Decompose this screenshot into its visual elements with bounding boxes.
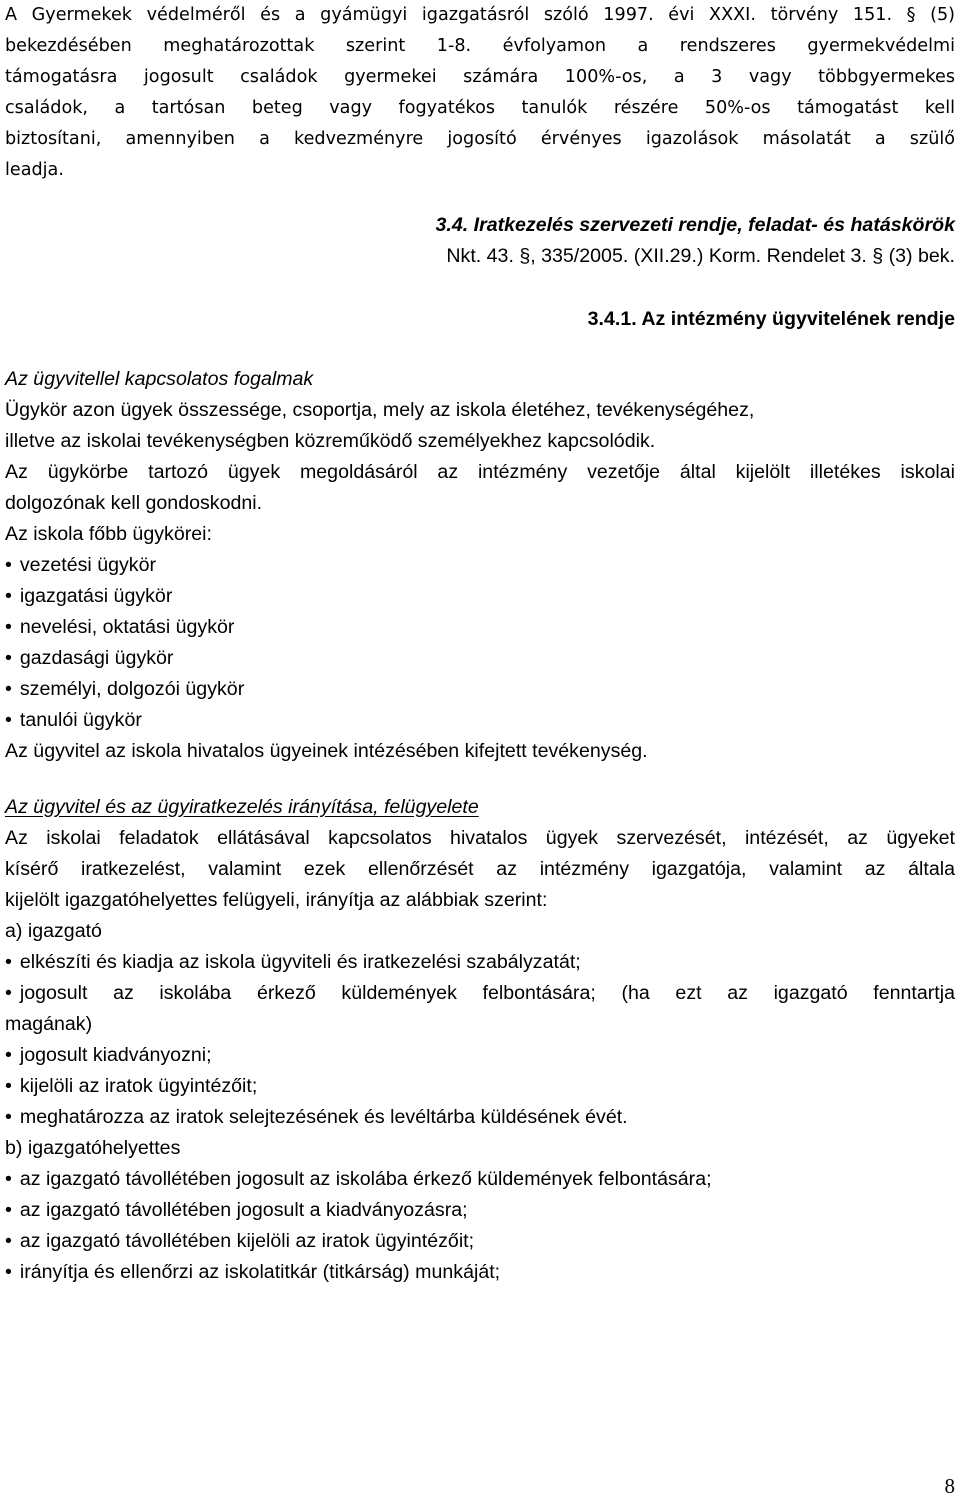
main-area-item: • gazdasági ügykör bbox=[5, 643, 955, 674]
deputy-item: • az igazgató távollétében jogosult a kiadványozásra; bbox=[5, 1195, 955, 1226]
director-item: • elkészíti és kiadja az iskola ügyviteli és iratkezelési szabályzatát; bbox=[5, 947, 955, 978]
intro-line: leadja. bbox=[5, 160, 64, 180]
deputy-label: b) igazgatóhelyettes bbox=[5, 1137, 181, 1159]
intro-line: támogatásra jogosult családok gyermekei számára 100%-os, a 3 vagy többgyermekes bbox=[5, 67, 955, 87]
definition-line: Ügykör azon ügyek összessége, csoportja, mely az iskola életéhez, tevékenységéhez, bbox=[5, 399, 755, 421]
subsection-heading-text: 3.4.1. Az intézmény ügyvitelének rendje bbox=[587, 308, 955, 330]
management-section bbox=[5, 792, 955, 1288]
management-intro-line: kijelölt igazgatóhelyettes felügyeli, irányítja az alábbiak szerint: bbox=[5, 889, 548, 911]
director-item: • meghatározza az iratok selejtezésének és levéltárba küldésének évét. bbox=[5, 1102, 955, 1133]
intro-line: biztosítani, amennyiben a kedvezményre jogosító érvényes igazolások másolatát a szülő bbox=[5, 129, 955, 149]
responsibility-line: dolgozónak kell gondoskodni. bbox=[5, 492, 263, 514]
section-header bbox=[5, 210, 955, 272]
main-area-item: • igazgatási ügykör bbox=[5, 581, 955, 612]
main-areas-label: Az iskola főbb ügykörei: bbox=[5, 523, 212, 545]
deputy-item: • az igazgató távollétében jogosult az iskolába érkező küldemények felbontására; bbox=[5, 1164, 955, 1195]
director-item: • jogosult kiadványozni; bbox=[5, 1040, 955, 1071]
page-number: 8 bbox=[944, 1474, 955, 1498]
director-item-continuation: magának) bbox=[5, 1013, 93, 1035]
main-area-item: • személyi, dolgozói ügykör bbox=[5, 674, 955, 705]
intro-line: családok, a tartósan beteg vagy fogyatékos tanulók részére 50%-os támogatást kell bbox=[5, 98, 955, 118]
concepts-section bbox=[5, 364, 955, 767]
definition-line: illetve az iskolai tevékenységben közreműködő személyekhez kapcsolódik. bbox=[5, 430, 656, 452]
concepts-title: Az ügyvitellel kapcsolatos fogalmak bbox=[5, 368, 314, 390]
management-intro-line: Az iskolai feladatok ellátásával kapcsolatos hivatalos ügyek szervezését, intézését, az ügyeket bbox=[5, 827, 955, 849]
deputy-item: • az igazgató távollétében kijelöli az iratok ügyintézőit; bbox=[5, 1226, 955, 1257]
concepts-closing: Az ügyvitel az iskola hivatalos ügyeinek intézésében kifejtett tevékenység. bbox=[5, 740, 648, 762]
main-area-item: • tanulói ügykör bbox=[5, 705, 955, 736]
director-item: • jogosult az iskolába érkező küldemények felbontására; (ha ezt az igazgató fenntartja bbox=[5, 978, 955, 1009]
subsection-heading bbox=[5, 304, 955, 335]
intro-line: A Gyermekek védelméről és a gyámügyi igazgatásról szóló 1997. évi XXXI. törvény 151. § (5) bbox=[5, 5, 955, 25]
subsection-header bbox=[5, 304, 955, 335]
intro-line: bekezdésében meghatározottak szerint 1-8. évfolyamon a rendszeres gyermekvédelmi bbox=[5, 36, 955, 56]
deputy-item: • irányítja és ellenőrzi az iskolatitkár (titkárság) munkáját; bbox=[5, 1257, 955, 1288]
management-intro-line: kísérő iratkezelést, valamint ezek ellenőrzését az intézmény igazgatója, valamint az általa bbox=[5, 858, 955, 880]
legal-reference: Nkt. 43. §, 335/2005. (XII.29.) Korm. Rendelet 3. § (3) bek. bbox=[446, 245, 955, 267]
main-area-item: • nevelési, oktatási ügykör bbox=[5, 612, 955, 643]
management-title: Az ügyvitel és az ügyiratkezelés irányítása, felügyelete bbox=[5, 796, 479, 818]
director-item: • kijelöli az iratok ügyintézőit; bbox=[5, 1071, 955, 1102]
main-area-item: • vezetési ügykör bbox=[5, 550, 955, 581]
intro-paragraph bbox=[5, 0, 955, 186]
responsibility-line: Az ügykörbe tartozó ügyek megoldásáról az intézmény vezetője által kijelölt illetékes iskolai bbox=[5, 461, 955, 483]
section-heading: 3.4. Iratkezelés szervezeti rendje, feladat- és hatáskörök bbox=[435, 214, 955, 236]
director-label: a) igazgató bbox=[5, 920, 102, 942]
